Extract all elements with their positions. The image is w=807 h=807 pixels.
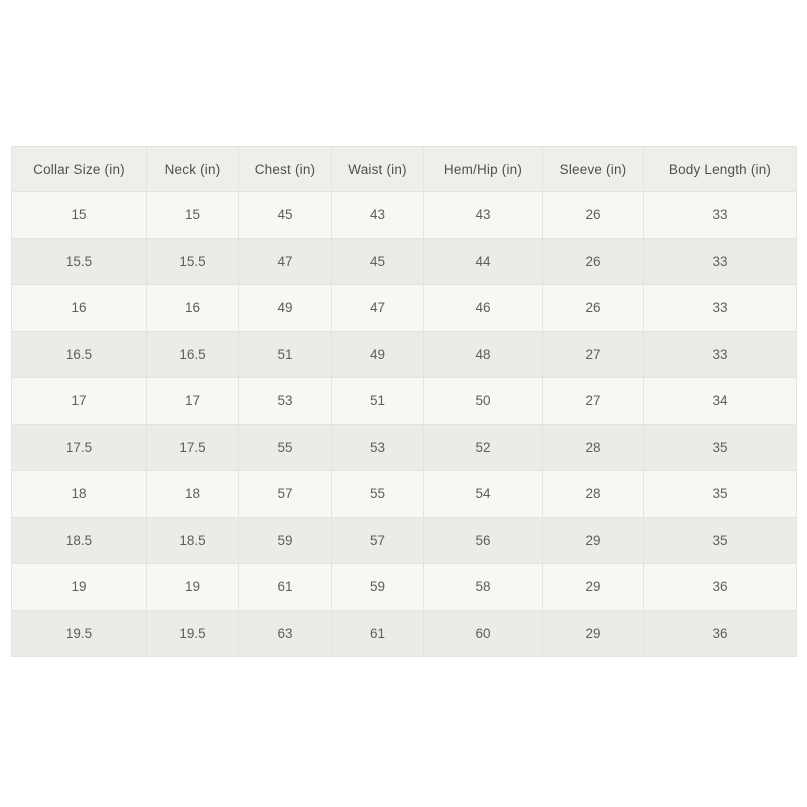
table-cell: 19.5: [12, 610, 147, 657]
table-row: [12, 517, 797, 564]
table-cell: 55: [332, 471, 424, 518]
table-cell: 19: [147, 564, 239, 611]
table-row: [12, 471, 797, 518]
size-chart-table: [11, 146, 797, 657]
table-cell: 58: [424, 564, 543, 611]
table-cell: 26: [543, 238, 644, 285]
table-cell: 44: [424, 238, 543, 285]
table-header-cell: Hem/Hip (in): [424, 147, 543, 192]
table-cell: 27: [543, 331, 644, 378]
table-cell: 57: [332, 517, 424, 564]
table-cell: 27: [543, 378, 644, 425]
table-cell: 45: [332, 238, 424, 285]
table-header-cell: Collar Size (in): [12, 147, 147, 192]
table-cell: 28: [543, 424, 644, 471]
table-cell: 35: [644, 471, 797, 518]
table-cell: 61: [332, 610, 424, 657]
table-cell: 60: [424, 610, 543, 657]
table-cell: 29: [543, 564, 644, 611]
table-row: [12, 610, 797, 657]
table-cell: 33: [644, 285, 797, 332]
table-header-cell: Chest (in): [239, 147, 332, 192]
table-cell: 15: [147, 192, 239, 239]
table-cell: 61: [239, 564, 332, 611]
table-cell: 59: [239, 517, 332, 564]
table-cell: 29: [543, 610, 644, 657]
table-cell: 45: [239, 192, 332, 239]
table-cell: 46: [424, 285, 543, 332]
table-cell: 33: [644, 192, 797, 239]
table-cell: 15.5: [147, 238, 239, 285]
table-cell: 35: [644, 517, 797, 564]
table-cell: 50: [424, 378, 543, 425]
table-cell: 33: [644, 331, 797, 378]
table-header-cell: Waist (in): [332, 147, 424, 192]
size-chart-panel: [11, 146, 796, 657]
table-header-row: [12, 147, 797, 192]
table-cell: 57: [239, 471, 332, 518]
table-cell: 33: [644, 238, 797, 285]
table-cell: 17.5: [12, 424, 147, 471]
table-cell: 16: [147, 285, 239, 332]
table-row: [12, 564, 797, 611]
table-row: [12, 285, 797, 332]
table-cell: 26: [543, 192, 644, 239]
table-cell: 52: [424, 424, 543, 471]
table-cell: 63: [239, 610, 332, 657]
table-cell: 49: [239, 285, 332, 332]
table-header-cell: Neck (in): [147, 147, 239, 192]
table-cell: 17: [12, 378, 147, 425]
table-cell: 36: [644, 610, 797, 657]
table-row: [12, 192, 797, 239]
table-cell: 54: [424, 471, 543, 518]
table-cell: 47: [332, 285, 424, 332]
table-cell: 18.5: [147, 517, 239, 564]
table-cell: 53: [332, 424, 424, 471]
table-cell: 28: [543, 471, 644, 518]
table-header-cell: Sleeve (in): [543, 147, 644, 192]
table-row: [12, 424, 797, 471]
table-cell: 49: [332, 331, 424, 378]
table-header-cell: Body Length (in): [644, 147, 797, 192]
table-cell: 51: [332, 378, 424, 425]
table-cell: 16.5: [147, 331, 239, 378]
table-cell: 53: [239, 378, 332, 425]
table-cell: 35: [644, 424, 797, 471]
table-cell: 48: [424, 331, 543, 378]
table-cell: 18: [12, 471, 147, 518]
table-cell: 15.5: [12, 238, 147, 285]
table-row: [12, 238, 797, 285]
table-body: [12, 192, 797, 657]
table-cell: 15: [12, 192, 147, 239]
table-cell: 18: [147, 471, 239, 518]
table-cell: 55: [239, 424, 332, 471]
table-cell: 43: [332, 192, 424, 239]
table-cell: 47: [239, 238, 332, 285]
table-cell: 18.5: [12, 517, 147, 564]
table-cell: 19.5: [147, 610, 239, 657]
table-cell: 34: [644, 378, 797, 425]
table-cell: 16: [12, 285, 147, 332]
table-row: [12, 378, 797, 425]
table-cell: 19: [12, 564, 147, 611]
table-cell: 43: [424, 192, 543, 239]
table-cell: 26: [543, 285, 644, 332]
table-row: [12, 331, 797, 378]
table-cell: 16.5: [12, 331, 147, 378]
table-cell: 56: [424, 517, 543, 564]
table-cell: 17: [147, 378, 239, 425]
table-header: [12, 147, 797, 192]
table-cell: 17.5: [147, 424, 239, 471]
table-cell: 29: [543, 517, 644, 564]
table-cell: 59: [332, 564, 424, 611]
table-cell: 51: [239, 331, 332, 378]
table-cell: 36: [644, 564, 797, 611]
